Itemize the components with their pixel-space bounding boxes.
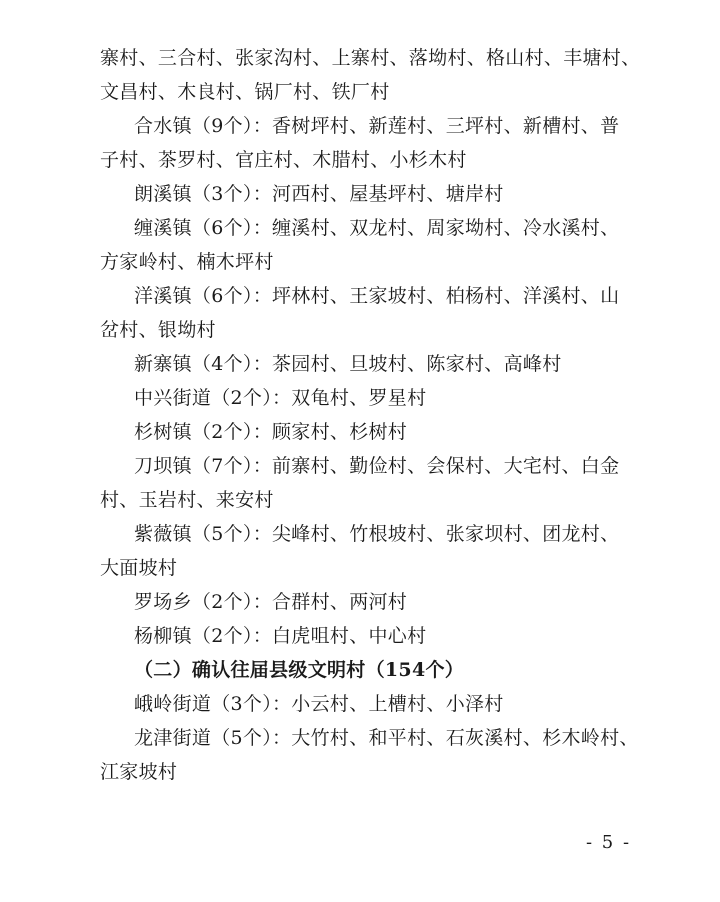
text-line-5: 朗溪镇（3个）：河西村、屋基坪村、塘岸村 bbox=[134, 183, 504, 205]
text-line-18: 杨柳镇（2个）：白虎咀村、中心村 bbox=[134, 625, 427, 647]
text-line-4: 子村、茶罗村、官庄村、木腊村、小杉木村 bbox=[100, 149, 467, 171]
text-line-14: 村、玉岩村、来安村 bbox=[100, 489, 274, 511]
text-line-22: 江家坡村 bbox=[100, 761, 178, 783]
text-line-20: 峨岭街道（3个）：小云村、上槽村、小泽村 bbox=[134, 693, 504, 715]
text-line-2: 文昌村、木良村、锅厂村、铁厂村 bbox=[100, 81, 390, 103]
text-line-11: 中兴街道（2个）：双龟村、罗星村 bbox=[134, 387, 427, 409]
text-line-21: 龙津街道（5个）：大竹村、和平村、石灰溪村、杉木岭村、 bbox=[134, 727, 639, 749]
text-line-15: 紫薇镇（5个）：尖峰村、竹根坡村、张家坝村、团龙村、 bbox=[134, 523, 620, 545]
text-line-17: 罗场乡（2个）：合群村、两河村 bbox=[134, 591, 408, 613]
text-line-9: 岔村、银坳村 bbox=[100, 319, 216, 341]
page-number: - 5 - bbox=[586, 832, 632, 853]
text-line-12: 杉树镇（2个）：顾家村、杉树村 bbox=[134, 421, 408, 443]
text-line-3: 合水镇（9个）：香树坪村、新莲村、三坪村、新槽村、普 bbox=[134, 115, 620, 137]
section-heading: （二）确认往届县级文明村（154个） bbox=[134, 659, 465, 681]
text-line-13: 刀坝镇（7个）：前寨村、勤俭村、会保村、大宅村、白金 bbox=[134, 455, 620, 477]
text-line-10: 新寨镇（4个）：茶园村、旦坡村、陈家村、高峰村 bbox=[134, 353, 562, 375]
text-line-7: 方家岭村、楠木坪村 bbox=[100, 251, 274, 273]
text-line-16: 大面坡村 bbox=[100, 557, 178, 579]
text-line-6: 缠溪镇（6个）：缠溪村、双龙村、周家坳村、冷水溪村、 bbox=[134, 217, 620, 239]
text-line-8: 洋溪镇（6个）：坪林村、王家坡村、柏杨村、洋溪村、山 bbox=[134, 285, 620, 307]
text-line-1: 寨村、三合村、张家沟村、上寨村、落坳村、格山村、丰塘村、 bbox=[100, 47, 641, 69]
